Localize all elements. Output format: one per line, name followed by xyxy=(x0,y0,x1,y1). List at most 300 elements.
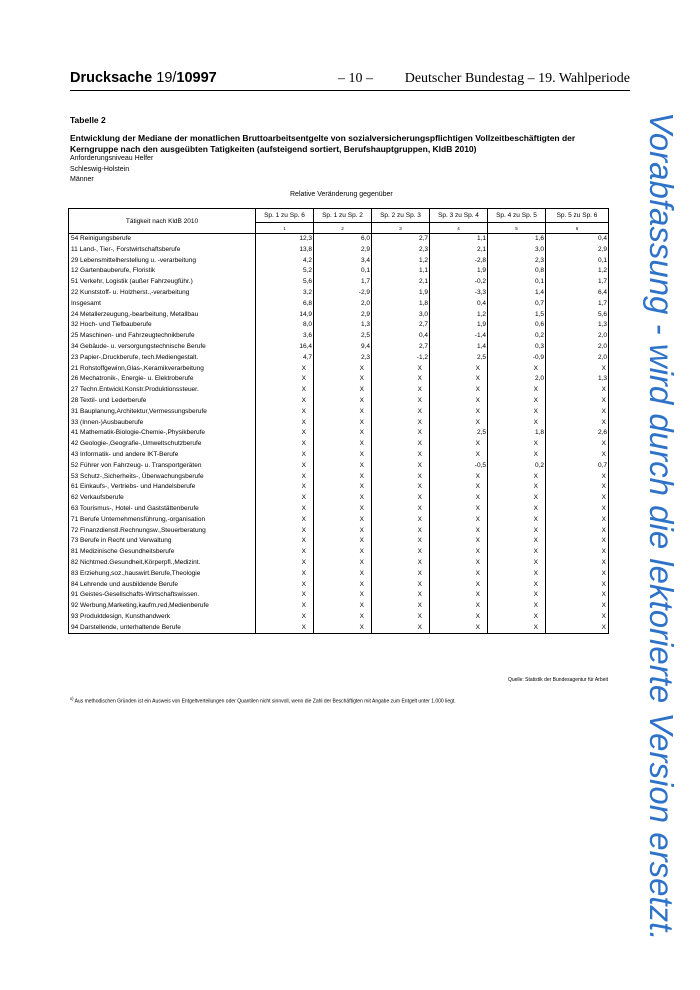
row-value xyxy=(546,450,609,461)
row-value xyxy=(430,245,488,256)
footnote xyxy=(70,696,456,705)
row-value xyxy=(546,277,609,288)
value-text: 0,4 xyxy=(418,332,428,340)
row-value xyxy=(256,299,314,310)
row-value xyxy=(314,288,372,299)
row-activity: 61 Einkaufs-, Vertriebs- und Handelsberufe xyxy=(69,482,256,493)
value-text: X xyxy=(359,440,364,448)
value-text: X xyxy=(301,602,306,610)
value-text: X xyxy=(601,472,606,480)
row-value xyxy=(488,245,546,256)
row-value xyxy=(488,428,546,439)
row-value xyxy=(430,342,488,353)
row-activity: 42 Geologie-,Geografie-,Umweltschutzberufe xyxy=(69,439,256,450)
row-value xyxy=(546,299,609,310)
footnote-text: Aus methodischen Gründen ist ein Ausweis von Entgeltverteilungen oder Quantilen nicht sinnvoll, wenn die Zahl der Beschäftigten mit Angabe zum Entgelt unter 1.000 liegt. xyxy=(74,698,456,705)
table-row xyxy=(69,331,609,342)
table-row xyxy=(69,353,609,364)
value-text: X xyxy=(359,548,364,556)
meta-region: Schleswig-Holstein xyxy=(70,166,130,173)
table-row xyxy=(69,374,609,385)
value-text: X xyxy=(417,472,422,480)
value-text: X xyxy=(359,526,364,534)
row-value xyxy=(546,353,609,364)
row-activity: 84 Lehrende und ausbildende Berufe xyxy=(69,580,256,591)
value-text: X xyxy=(475,515,480,523)
row-value xyxy=(256,461,314,472)
value-text: 1,7 xyxy=(597,299,607,307)
value-text: 1,5 xyxy=(534,310,544,318)
doc-number-bold: 10997 xyxy=(176,70,217,86)
row-value xyxy=(430,320,488,331)
value-text: X xyxy=(475,591,480,599)
row-value xyxy=(256,450,314,461)
row-activity: Insgesamt xyxy=(69,299,256,310)
row-value xyxy=(372,623,430,634)
row-value xyxy=(488,439,546,450)
row-value xyxy=(488,277,546,288)
value-text: 3,0 xyxy=(534,245,544,253)
value-text: X xyxy=(301,386,306,394)
value-text: 5,2 xyxy=(302,267,312,275)
value-text: X xyxy=(533,504,538,512)
row-value xyxy=(372,536,430,547)
value-text: X xyxy=(417,418,422,426)
value-text: 2,3 xyxy=(360,353,370,361)
row-value xyxy=(488,580,546,591)
value-text: 0,7 xyxy=(597,461,607,469)
row-value xyxy=(314,547,372,558)
row-value xyxy=(430,310,488,321)
row-value xyxy=(256,569,314,580)
value-text: X xyxy=(475,483,480,491)
row-value xyxy=(430,623,488,634)
row-value xyxy=(314,299,372,310)
value-text: X xyxy=(417,591,422,599)
value-text: X xyxy=(301,364,306,372)
value-text: X xyxy=(533,364,538,372)
value-text: X xyxy=(359,623,364,631)
meta-gender: Männer xyxy=(70,176,94,183)
value-text: -0,9 xyxy=(532,353,544,361)
row-value xyxy=(430,461,488,472)
table-row xyxy=(69,342,609,353)
page-number: – 10 – xyxy=(338,71,373,86)
row-value xyxy=(256,310,314,321)
value-text: 2,7 xyxy=(418,342,428,350)
value-text: -2,8 xyxy=(474,256,486,264)
table-label: Tabelle 2 xyxy=(70,115,106,125)
row-value xyxy=(430,418,488,429)
value-text: X xyxy=(301,375,306,383)
row-value xyxy=(430,580,488,591)
row-activity: 63 Tourismus-, Hotel- und Gaststättenberufe xyxy=(69,504,256,515)
value-text: X xyxy=(301,450,306,458)
value-text: 0,3 xyxy=(534,342,544,350)
row-value xyxy=(488,547,546,558)
value-text: X xyxy=(417,396,422,404)
row-value xyxy=(488,407,546,418)
data-table xyxy=(68,208,609,634)
table-row xyxy=(69,277,609,288)
row-value xyxy=(314,245,372,256)
row-value xyxy=(546,428,609,439)
row-activity: 43 Informatik- und andere IKT-Berufe xyxy=(69,450,256,461)
value-text: X xyxy=(417,548,422,556)
table-row xyxy=(69,590,609,601)
row-value xyxy=(314,234,372,245)
row-value xyxy=(372,580,430,591)
value-text: -2,9 xyxy=(358,288,370,296)
value-text: X xyxy=(601,483,606,491)
value-text: X xyxy=(359,612,364,620)
table-row xyxy=(69,320,609,331)
table-row xyxy=(69,526,609,537)
col-number: 6 xyxy=(546,223,609,234)
value-text: X xyxy=(359,494,364,502)
value-text: 2,5 xyxy=(476,429,486,437)
table-row xyxy=(69,569,609,580)
value-text: X xyxy=(301,472,306,480)
value-text: -3,3 xyxy=(474,288,486,296)
value-text: X xyxy=(475,602,480,610)
row-value xyxy=(372,418,430,429)
source-note: Quelle: Statistik der Bundesagentur für Arbeit xyxy=(507,677,608,683)
value-text: X xyxy=(475,526,480,534)
value-text: X xyxy=(533,602,538,610)
value-text: X xyxy=(417,569,422,577)
row-value xyxy=(372,396,430,407)
row-value xyxy=(372,504,430,515)
value-text: X xyxy=(533,537,538,545)
row-value xyxy=(430,364,488,375)
value-text: 1,2 xyxy=(597,267,607,275)
value-text: 1,8 xyxy=(418,299,428,307)
row-value xyxy=(488,504,546,515)
col-number: 3 xyxy=(372,223,430,234)
value-text: X xyxy=(475,375,480,383)
value-text: X xyxy=(359,364,364,372)
table-row xyxy=(69,515,609,526)
value-text: X xyxy=(359,580,364,588)
row-value xyxy=(314,558,372,569)
row-value xyxy=(546,504,609,515)
row-value xyxy=(430,515,488,526)
value-text: X xyxy=(301,429,306,437)
value-text: X xyxy=(533,396,538,404)
row-value xyxy=(430,396,488,407)
row-value xyxy=(372,482,430,493)
row-activity: 92 Werbung,Marketing,kaufm,red,Medienberufe xyxy=(69,601,256,612)
row-activity: 25 Maschinen- und Fahrzeugtechnikberufe xyxy=(69,331,256,342)
row-value xyxy=(256,439,314,450)
row-value xyxy=(488,450,546,461)
value-text: 0,4 xyxy=(476,299,486,307)
row-value xyxy=(256,536,314,547)
value-text: X xyxy=(301,483,306,491)
row-value xyxy=(488,536,546,547)
row-value xyxy=(430,472,488,483)
row-value xyxy=(372,288,430,299)
row-value xyxy=(430,428,488,439)
value-text: 2,9 xyxy=(360,310,370,318)
relative-change-label: Relative Veränderung gegenüber xyxy=(290,191,393,198)
row-value xyxy=(256,385,314,396)
value-text: X xyxy=(475,580,480,588)
col-header: Sp. 5 zu Sp. 6 xyxy=(546,209,609,223)
value-text: X xyxy=(301,612,306,620)
value-text: 1,7 xyxy=(597,278,607,286)
table-row xyxy=(69,623,609,634)
value-text: X xyxy=(601,591,606,599)
value-text: 1,4 xyxy=(534,288,544,296)
row-value xyxy=(546,439,609,450)
row-value xyxy=(372,277,430,288)
row-activity: 81 Medizinische Gesundheitsberufe xyxy=(69,547,256,558)
value-text: X xyxy=(301,537,306,545)
footnote-mark: x) xyxy=(70,696,74,701)
row-value xyxy=(256,342,314,353)
value-text: 12,3 xyxy=(299,235,312,242)
row-activity: 23 Papier-,Druckberufe, tech.Mediengestalt. xyxy=(69,353,256,364)
row-activity: 73 Berufe in Recht und Verwaltung xyxy=(69,536,256,547)
row-value xyxy=(430,266,488,277)
value-text: 1,9 xyxy=(418,288,428,296)
row-value xyxy=(372,299,430,310)
value-text: X xyxy=(533,483,538,491)
row-value xyxy=(546,385,609,396)
row-value xyxy=(430,256,488,267)
value-text: X xyxy=(359,591,364,599)
watermark: Vorabfassung - wird durch die lektorierte Version ersetzt. xyxy=(643,112,680,941)
value-text: X xyxy=(301,548,306,556)
row-activity: 52 Führer von Fahrzeug- u. Transportgeräten xyxy=(69,461,256,472)
value-text: 16,4 xyxy=(299,342,312,350)
col-header: Sp. 1 zu Sp. 2 xyxy=(314,209,372,223)
value-text: 3,4 xyxy=(360,256,370,264)
row-value xyxy=(256,364,314,375)
row-value xyxy=(372,331,430,342)
value-text: 1,3 xyxy=(360,321,370,329)
value-text: X xyxy=(359,569,364,577)
row-value xyxy=(546,580,609,591)
row-value xyxy=(488,374,546,385)
value-text: X xyxy=(475,569,480,577)
value-text: 1,2 xyxy=(476,310,486,318)
row-value xyxy=(488,461,546,472)
row-value xyxy=(314,439,372,450)
value-text: X xyxy=(475,623,480,631)
value-text: X xyxy=(301,407,306,415)
value-text: X xyxy=(533,526,538,534)
row-value xyxy=(488,612,546,623)
table-row xyxy=(69,256,609,267)
document-header xyxy=(70,70,630,90)
value-text: X xyxy=(533,515,538,523)
row-value xyxy=(372,515,430,526)
table-row xyxy=(69,234,609,245)
row-value xyxy=(372,526,430,537)
row-value xyxy=(256,482,314,493)
value-text: X xyxy=(359,429,364,437)
row-value xyxy=(488,623,546,634)
value-text: X xyxy=(417,515,422,523)
row-value xyxy=(546,331,609,342)
row-value xyxy=(488,266,546,277)
value-text: X xyxy=(359,375,364,383)
row-value xyxy=(546,407,609,418)
col-number: 5 xyxy=(488,223,546,234)
col-header: Sp. 4 zu Sp. 5 xyxy=(488,209,546,223)
value-text: 14,9 xyxy=(299,310,312,318)
row-value xyxy=(546,472,609,483)
row-value xyxy=(430,450,488,461)
doc-prefix: Drucksache xyxy=(70,70,157,86)
row-value xyxy=(372,353,430,364)
table-row xyxy=(69,418,609,429)
row-value xyxy=(488,558,546,569)
row-value xyxy=(372,558,430,569)
value-text: 2,3 xyxy=(418,245,428,253)
row-value xyxy=(546,536,609,547)
row-value xyxy=(488,288,546,299)
row-activity: 51 Verkehr, Logistik (außer Fahrzeugführ.) xyxy=(69,277,256,288)
value-text: X xyxy=(301,461,306,469)
row-value xyxy=(314,536,372,547)
value-text: -0,2 xyxy=(474,278,486,286)
value-text: 0,1 xyxy=(597,256,607,264)
value-text: 2,5 xyxy=(360,332,370,340)
value-text: X xyxy=(475,558,480,566)
row-value xyxy=(314,320,372,331)
row-activity: 27 Techn.Entwickl.Konstr.Produktionssteuer. xyxy=(69,385,256,396)
row-value xyxy=(256,374,314,385)
value-text: 1,3 xyxy=(597,321,607,329)
row-value xyxy=(488,590,546,601)
row-value xyxy=(256,493,314,504)
row-value xyxy=(488,385,546,396)
value-text: X xyxy=(601,569,606,577)
row-value xyxy=(488,353,546,364)
value-text: 6,4 xyxy=(597,288,607,296)
value-text: X xyxy=(533,450,538,458)
value-text: X xyxy=(301,591,306,599)
row-value xyxy=(256,288,314,299)
row-activity: 71 Berufe Unternehmensführung,-organisation xyxy=(69,515,256,526)
value-text: 5,6 xyxy=(302,278,312,286)
value-text: 1,9 xyxy=(476,321,486,329)
value-text: 3,6 xyxy=(302,332,312,340)
value-text: 2,7 xyxy=(418,321,428,329)
row-activity: 41 Mathematik-Biologie-Chemie-,Physikberufe xyxy=(69,428,256,439)
table-row xyxy=(69,558,609,569)
row-value xyxy=(488,364,546,375)
value-text: X xyxy=(417,612,422,620)
value-text: X xyxy=(301,494,306,502)
value-text: 0,1 xyxy=(534,278,544,286)
value-text: X xyxy=(301,396,306,404)
table-row xyxy=(69,407,609,418)
table-row xyxy=(69,472,609,483)
value-text: 4,2 xyxy=(302,256,312,264)
row-value xyxy=(256,396,314,407)
value-text: X xyxy=(301,526,306,534)
row-activity: 91 Geistes-Gesellschafts-Wirtschaftswissen. xyxy=(69,590,256,601)
value-text: X xyxy=(533,580,538,588)
row-value xyxy=(372,342,430,353)
row-value xyxy=(546,601,609,612)
row-value xyxy=(430,526,488,537)
value-text: X xyxy=(533,386,538,394)
value-text: -1,4 xyxy=(474,332,486,340)
value-text: X xyxy=(301,440,306,448)
row-value xyxy=(546,526,609,537)
value-text: 2,9 xyxy=(597,245,607,253)
row-value xyxy=(314,266,372,277)
row-value xyxy=(430,439,488,450)
row-value xyxy=(546,256,609,267)
value-text: X xyxy=(601,515,606,523)
row-value xyxy=(256,428,314,439)
row-value xyxy=(488,601,546,612)
row-activity: 28 Textil- und Lederberufe xyxy=(69,396,256,407)
value-text: X xyxy=(601,440,606,448)
row-value xyxy=(256,526,314,537)
row-value xyxy=(372,364,430,375)
value-text: X xyxy=(475,450,480,458)
value-text: X xyxy=(359,418,364,426)
row-activity: 21 Rohstoffgewinn,Glas-,Keramikverarbeitung xyxy=(69,364,256,375)
row-value xyxy=(314,612,372,623)
value-text: -0,5 xyxy=(474,461,486,469)
row-value xyxy=(430,234,488,245)
value-text: X xyxy=(359,461,364,469)
value-text: X xyxy=(475,418,480,426)
row-value xyxy=(314,310,372,321)
value-text: X xyxy=(417,537,422,545)
table-row xyxy=(69,450,609,461)
row-activity: 12 Gartenbauberufe, Floristik xyxy=(69,266,256,277)
row-value xyxy=(372,407,430,418)
row-value xyxy=(488,310,546,321)
row-value xyxy=(430,569,488,580)
value-text: 2,0 xyxy=(597,332,607,340)
table-row xyxy=(69,493,609,504)
col-header: Sp. 1 zu Sp. 6 xyxy=(256,209,314,223)
value-text: X xyxy=(475,612,480,620)
row-value xyxy=(314,342,372,353)
value-text: X xyxy=(359,450,364,458)
value-text: X xyxy=(417,407,422,415)
value-text: 1,6 xyxy=(534,235,544,242)
value-text: X xyxy=(475,548,480,556)
row-value xyxy=(430,299,488,310)
row-activity: 29 Lebensmittelherstellung u. -verarbeitung xyxy=(69,256,256,267)
col-header-activity: Tätigkeit nach KldB 2010 xyxy=(69,209,256,234)
row-value xyxy=(372,374,430,385)
row-value xyxy=(314,569,372,580)
row-value xyxy=(256,245,314,256)
row-activity: 31 Bauplanung,Architektur,Vermessungsberufe xyxy=(69,407,256,418)
col-header: Sp. 3 zu Sp. 4 xyxy=(430,209,488,223)
value-text: 2,9 xyxy=(360,245,370,253)
row-value xyxy=(314,590,372,601)
value-text: 2,7 xyxy=(418,235,428,242)
value-text: 3,2 xyxy=(302,288,312,296)
row-value xyxy=(488,569,546,580)
value-text: 2,1 xyxy=(476,245,486,253)
row-value xyxy=(488,320,546,331)
